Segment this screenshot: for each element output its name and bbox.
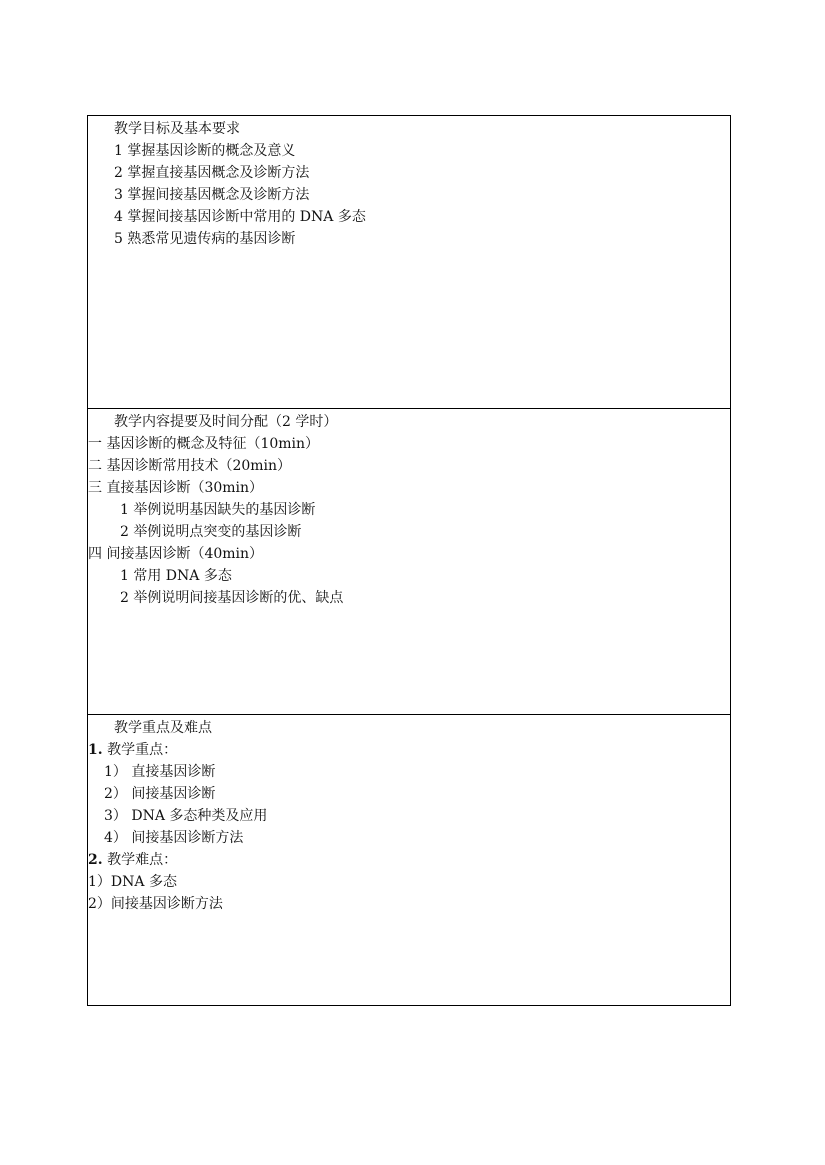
content-subitem: 1 常用 DNA 多态 (120, 568, 232, 584)
content-subitem: 2 举例说明间接基因诊断的优、缺点 (120, 590, 344, 606)
content-title: 教学内容提要及时间分配（2 学时） (114, 414, 338, 430)
content-item: 三 直接基因诊断（30min） (88, 480, 264, 496)
objective-item: 2 掌握直接基因概念及诊断方法 (114, 165, 310, 181)
difficult-item: 1）DNA 多态 (88, 874, 177, 890)
content-subitem: 1 举例说明基因缺失的基因诊断 (120, 502, 316, 518)
objective-item: 3 掌握间接基因概念及诊断方法 (114, 187, 310, 203)
objective-item: 4 掌握间接基因诊断中常用的 DNA 多态 (114, 209, 366, 225)
content-item: 二 基因诊断常用技术（20min） (88, 458, 292, 474)
key-item: 2） 间接基因诊断 (104, 786, 216, 802)
key-item: 3） DNA 多态种类及应用 (104, 808, 268, 824)
difficult-item: 2）间接基因诊断方法 (88, 896, 223, 912)
key-heading-number: 1. (88, 742, 103, 758)
objective-item: 5 熟悉常见遗传病的基因诊断 (114, 231, 296, 247)
objectives-section (88, 116, 730, 409)
content-section (88, 409, 730, 715)
difficult-heading (88, 849, 730, 871)
key-item: 4） 间接基因诊断方法 (104, 830, 244, 846)
keypoints-section (88, 715, 730, 1005)
difficult-heading-number: 2. (88, 852, 103, 868)
content-subitem: 2 举例说明点突变的基因诊断 (120, 524, 302, 540)
objective-item: 1 掌握基因诊断的概念及意义 (114, 143, 296, 159)
lesson-plan-table (87, 115, 731, 1006)
key-heading (88, 739, 730, 761)
key-item: 1） 直接基因诊断 (104, 764, 216, 780)
objectives-title: 教学目标及基本要求 (114, 121, 240, 137)
key-heading-label: 教学重点： (107, 742, 178, 758)
content-item: 四 间接基因诊断（40min） (88, 546, 264, 562)
difficult-heading-label: 教学难点： (107, 852, 178, 868)
content-item: 一 基因诊断的概念及特征（10min） (88, 436, 320, 452)
keypoints-title: 教学重点及难点 (114, 720, 212, 736)
